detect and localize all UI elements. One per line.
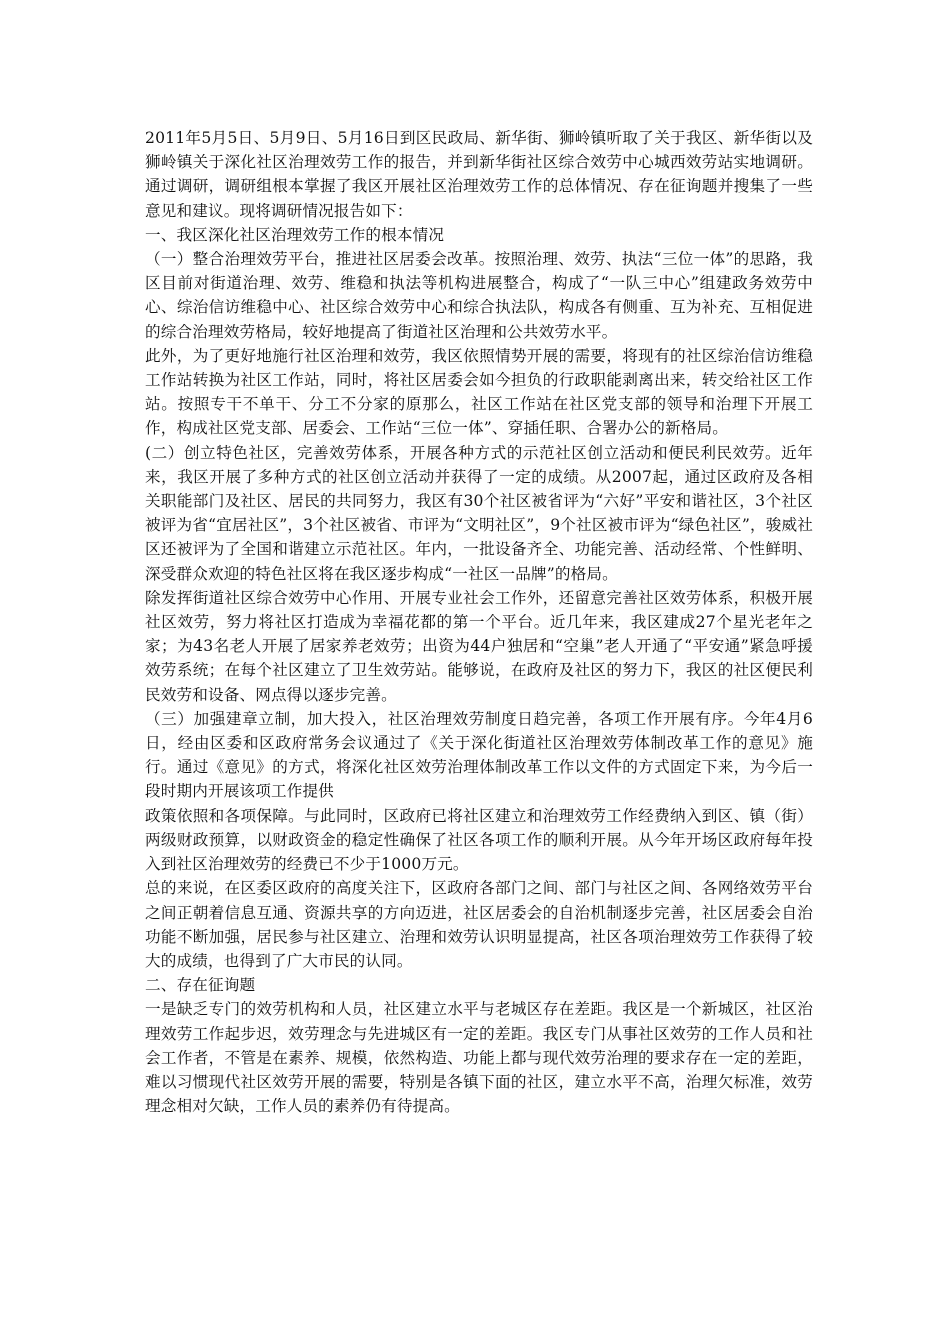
paragraph-section-1-item-3: （三）加强建章立制，加大投入，社区治理效劳制度日趋完善，各项工作开展有序。今年4月6日，经由区委和区政府常务会议通过了《关于深化街道社区治理效劳体制改革工作的意见》施行。通过《意见》的方式，将深化社区效劳治理体制改革工作以文件的方式固定下来，为今后一段时期内开展该项工作提供 — [145, 709, 813, 801]
paragraph-section-2-item-1: 一是缺乏专门的效劳机构和人员，社区建立水平与老城区存在差距。我区是一个新城区，社区治理效劳工作起步迟，效劳理念与先进城区有一定的差距。我区专门从事社区效劳的工作人员和社会工作者，不管是在素养、规模，依然构造、功能上都与现代效劳治理的要求存在一定的差距，难以习惯现代社区效劳开展的需要，特别是各镇下面的社区，建立水平不高，治理欠标准，效劳理念相对欠缺，工作人员的素养仍有待提高。 — [145, 1000, 813, 1116]
section-heading-1: 一、我区深化社区治理效劳工作的根本情况 — [145, 225, 445, 244]
paragraph-section-1-item-1-cont: 此外，为了更好地施行社区治理和效劳，我区依照情势开展的需要，将现有的社区综治信访维稳工作站转换为社区工作站，同时，将社区居委会如今担负的行政职能剥离出来，转交给社区工作站。按照专干不单干、分工不分家的原那么，社区工作站在社区党支部的领导和治理下开展工作，构成社区党支部、居委会、工作站“三位一体”、穿插任职、合署办公的新格局。 — [145, 346, 813, 438]
paragraph-section-1-item-3-cont: 政策依照和各项保障。与此同时，区政府已将社区建立和治理效劳工作经费纳入到区、镇（街）两级财政预算，以财政资金的稳定性确保了社区各项工作的顺利开展。从今年开场区政府每年投入到社区治理效劳的经费已不少于1000万元。 — [145, 806, 813, 874]
paragraph-summary: 总的来说，在区委区政府的高度关注下，区政府各部门之间、部门与社区之间、各网络效劳平台之间正朝着信息互通、资源共享的方向迈进，社区居委会的自治机制逐步完善，社区居委会自治功能不断加强，居民参与社区建立、治理和效劳认识明显提高，社区各项治理效劳工作获得了较大的成绩，也得到了广大市民的认同。 — [145, 879, 813, 970]
paragraph-intro: 2011年5月5日、5月9日、5月16日到区民政局、新华街、狮岭镇听取了关于我区、新华街以及狮岭镇关于深化社区治理效劳工作的报告，并到新华街社区综合效劳中心城西效劳站实地调研。通过调研，调研组根本掌握了我区开展社区治理效劳工作的总体情况、存在征询题并搜集了一些意见和建议。现将调研情况报告如下： — [145, 129, 813, 220]
paragraph-section-1-item-2-cont: 除发挥街道社区综合效劳中心作用、开展专业社会工作外，还留意完善社区效劳体系，积极开展社区效劳，努力将社区打造成为幸福花都的第一个平台。近几年来，我区建成27个星光老年之家；为43名老人开展了居家养老效劳；出资为44户独居和“空巢”老人开通了“平安通”紧急呼援效劳系统；在每个社区建立了卫生效劳站。能够说，在政府及社区的努力下，我区的社区便民利民效劳和设备、网点得以逐步完善。 — [145, 588, 813, 704]
paragraph-section-1-item-1: （一）整合治理效劳平台，推进社区居委会改革。按照治理、效劳、执法“三位一体”的思路，我区目前对街道治理、效劳、维稳和执法等机构进展整合，构成了“一队三中心”组建政务效劳中心、综治信访维稳中心、社区综合效劳中心和综合执法队，构成各有侧重、互为补充、互相促进的综合治理效劳格局，较好地提高了街道社区治理和公共效劳水平。 — [145, 250, 813, 341]
document-body — [145, 126, 813, 1118]
paragraph-section-1-item-2: (二）创立特色社区，完善效劳体系，开展各种方式的示范社区创立活动和便民利民效劳。近年来，我区开展了多种方式的社区创立活动并获得了一定的成绩。从2007起，通过区政府及各相关职能部门及社区、居民的共同努力，我区有30个社区被省评为“六好”平安和谐社区，3个社区被评为省“宜居社区”，3个社区被省、市评为“文明社区”，9个社区被市评为“绿色社区”，骏威社区还被评为了全国和谐建立示范社区。年内，一批设备齐全、功能完善、活动经常、个性鲜明、深受群众欢迎的特色社区将在我区逐步构成“一社区一品牌”的格局。 — [145, 443, 813, 583]
section-heading-2: 二、存在征询题 — [145, 976, 256, 995]
